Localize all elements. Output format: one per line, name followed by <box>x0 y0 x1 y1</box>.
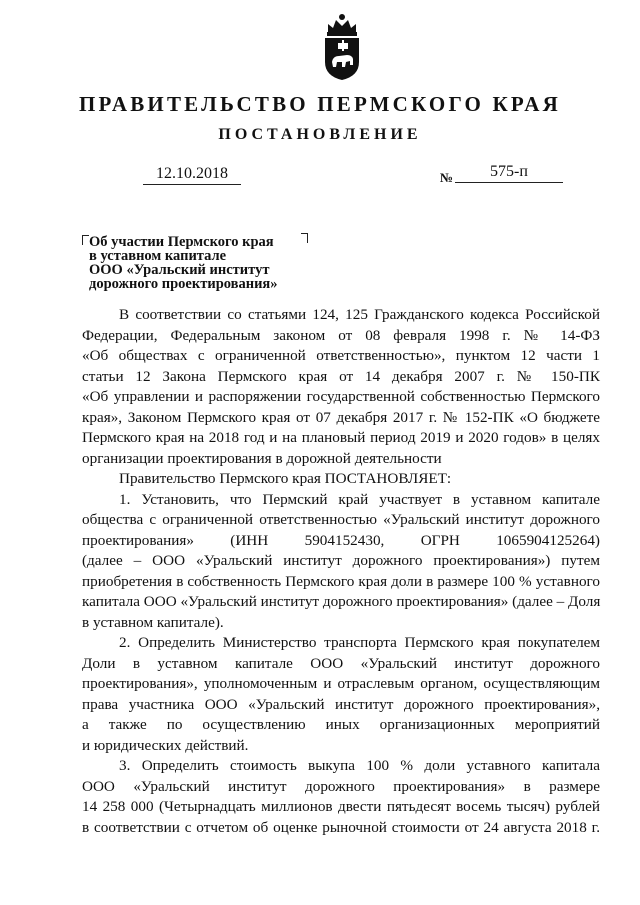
body-line: 1. Установить, что Пермский край участвует в уставном капитале <box>119 490 600 508</box>
body-line: организации проектирования в дорожной деятельности <box>82 449 442 467</box>
body-line: проектирования», уполномоченным и отраслевым органом, осуществляющим <box>82 675 600 692</box>
body-line: а также по осуществлению иных организационных мероприятий <box>82 716 600 733</box>
body-line: «Об обществах с ограниченной ответственностью», пунктом 12 части 1 <box>82 347 600 364</box>
government-title: ПРАВИТЕЛЬСТВО ПЕРМСКОГО КРАЯ <box>78 92 561 116</box>
body-line: В соответствии со статьями 124, 125 Гражданского кодекса Российской <box>119 306 600 323</box>
document-number: 575-п <box>455 163 563 183</box>
subject-line: Об участии Пермского края <box>89 234 274 250</box>
document-body <box>82 305 600 838</box>
body-line: 14 258 000 (Четырнадцать миллионов двести пятьдесят восемь тысяч) рублей <box>82 798 600 815</box>
perm-krai-coat-of-arms-icon <box>319 12 365 82</box>
subject-bracket-left <box>82 235 89 245</box>
body-line: Доли в уставном капитале ООО «Уральский институт дорожного <box>82 654 600 672</box>
body-line: края», Законом Пермского края от 07 декабря 2017 г. № 152-ПК «О бюджете <box>82 408 600 426</box>
body-line: общества с ограниченной ответственностью «Уральский институт дорожного <box>82 511 600 528</box>
body-line: приобретения в собственность Пермского края доли в размере 100 % уставного <box>82 572 600 590</box>
body-line: Федерации, Федеральным законом от 08 февраля 1998 г. № 14-ФЗ <box>82 326 600 344</box>
body-line: и юридических действий. <box>82 736 249 754</box>
body-line: 2. Определить Министерство транспорта Пермского края покупателем <box>119 634 600 651</box>
body-line: «Об управлении и распоряжении государственной собственностью Пермского <box>82 388 600 405</box>
body-line: проектирования» (ИНН 5904152430, ОГРН 1065904125264) <box>82 531 600 549</box>
body-line: капитала ООО «Уральский институт дорожного проектирования» (далее – Доля <box>82 593 601 610</box>
body-line: права участника ООО «Уральский институт дорожного проектирования», <box>82 695 600 713</box>
body-line: Правительство Пермского края ПОСТАНОВЛЯЕТ: <box>119 470 452 487</box>
subject-line: ООО «Уральский институт <box>89 262 270 278</box>
body-line: Пермского края на 2018 год и на плановый период 2019 и 2020 годов» в целях <box>82 429 600 446</box>
subject-line: в уставном капитале <box>89 248 227 264</box>
body-line: в уставном капитале). <box>82 613 224 631</box>
subject-line: дорожного проектирования» <box>89 276 278 292</box>
body-line: (далее – ООО «Уральский институт дорожного проектирования») путем <box>82 552 600 569</box>
body-line: в соответствии с отчетом об оценке рыночной стоимости от 24 августа 2018 г. <box>82 818 600 836</box>
body-line: 3. Определить стоимость выкупа 100 % доли уставного капитала <box>119 757 600 774</box>
number-sign: № <box>440 170 454 185</box>
document-subject <box>89 235 319 291</box>
body-line: статьи 12 Закона Пермского края от 14 декабря 2007 г. № 150-ПК <box>82 367 600 385</box>
document-type: ПОСТАНОВЛЕНИЕ <box>218 126 422 143</box>
body-line: ООО «Уральский институт дорожного проектирования» в размере <box>82 777 600 795</box>
document-date: 12.10.2018 <box>143 165 241 185</box>
